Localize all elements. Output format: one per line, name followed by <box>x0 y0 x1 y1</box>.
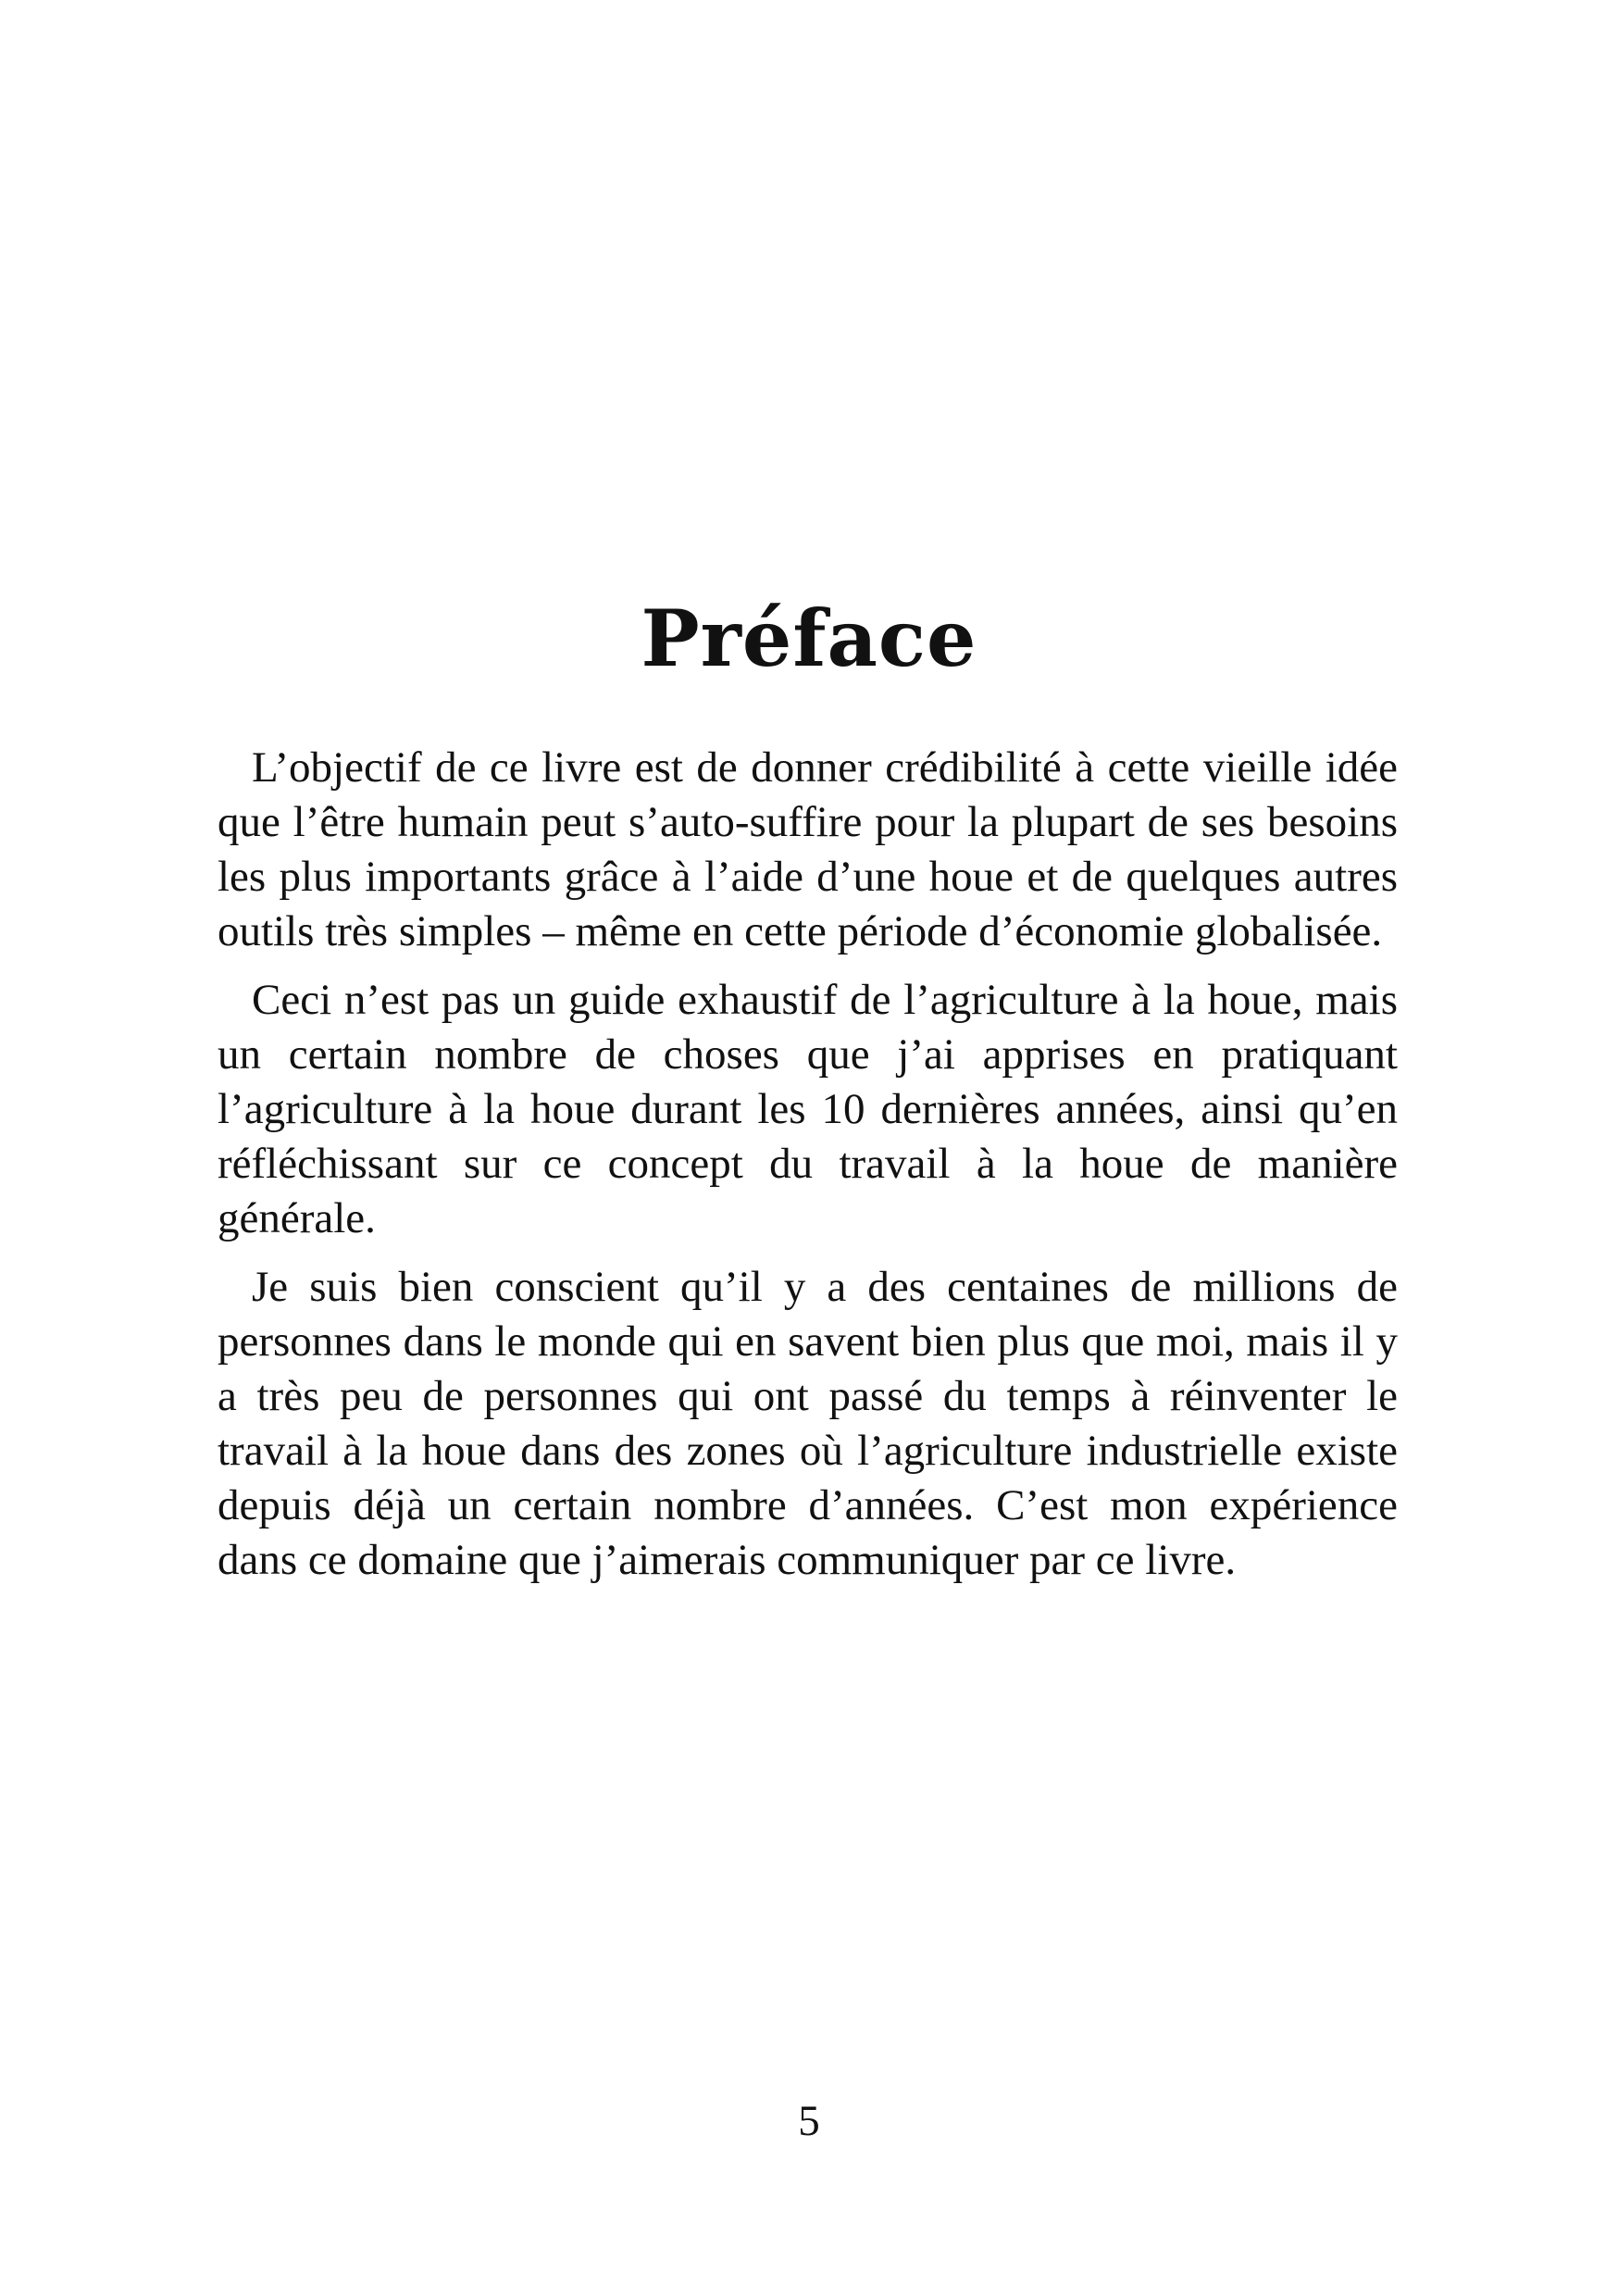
paragraph-3: Je suis bien conscient qu’il y a des centaines de millions de personnes dans le monde qui en savent bien plus que moi, mais il y a très peu de personnes qui ont passé du temps à réinventer le travail à la houe dans des zones où l’agriculture industrielle existe depuis déjà un certain nombre d’années. C’est mon expérience dans ce domaine que j’aimerais communiquer par ce livre. <box>218 1263 1398 1584</box>
paragraph-1: L’objectif de ce livre est de donner crédibilité à cette vieille idée que l’être humain peut s’auto-suffire pour la plupart de ses besoins les plus importants grâce à l’aide d’une houe et de quelques autres outils très simples – même en cette période d’économie globalisée. <box>218 743 1398 955</box>
preface-body <box>218 741 1398 1602</box>
page-title: Préface <box>641 593 977 684</box>
page-number: 5 <box>798 2097 820 2145</box>
paragraph-2: Ceci n’est pas un guide exhaustif de l’agriculture à la houe, mais un certain nombre de choses que j’ai apprises en pratiquant l’agriculture à la houe durant les 10 dernières années, ainsi qu’en réfléchissant sur ce concept du travail à la houe de manière générale. <box>218 976 1398 1242</box>
